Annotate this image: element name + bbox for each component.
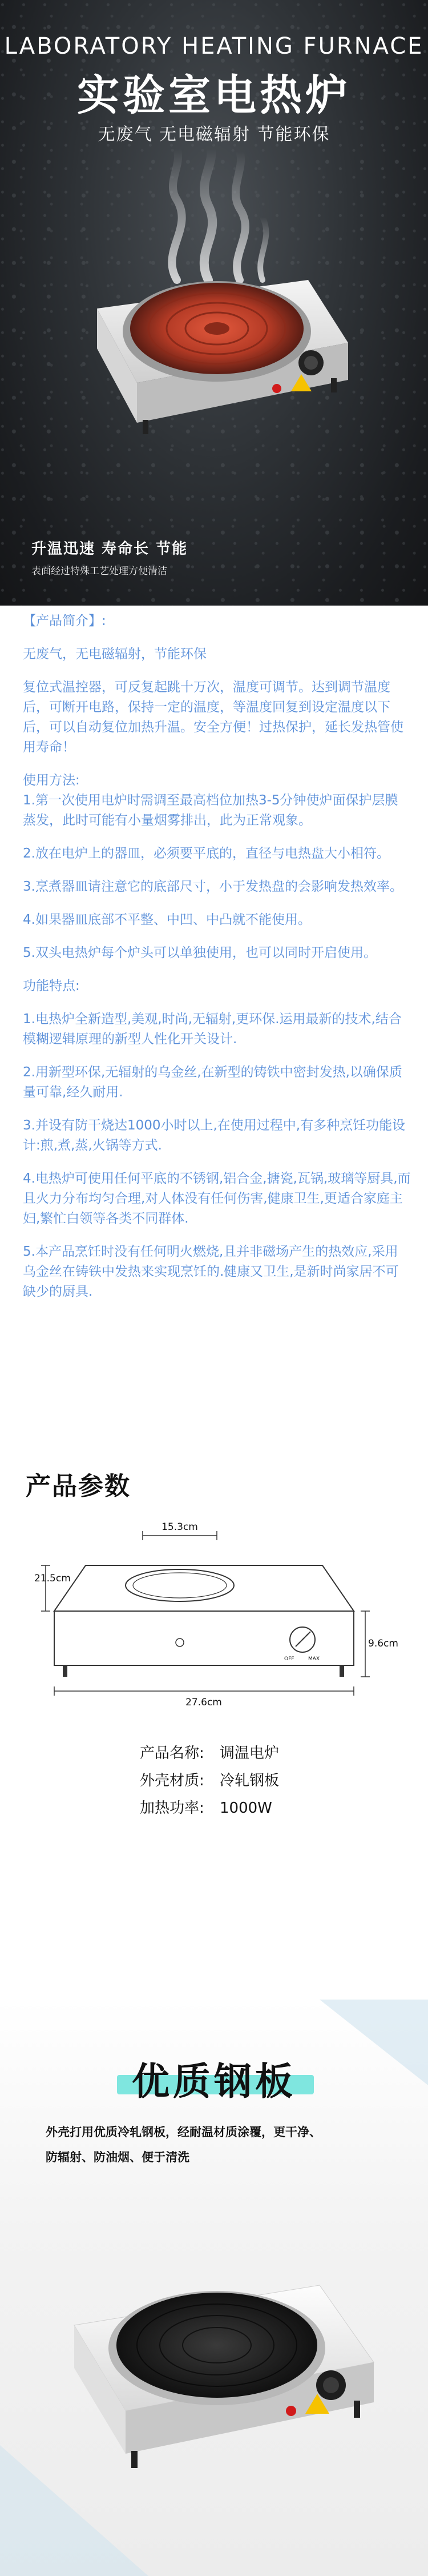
hero-feature-line: 无废气 无电磁辐射 节能环保 <box>98 125 330 145</box>
spec-value: 调温电炉 <box>220 1745 280 1762</box>
hero-banner <box>0 0 428 606</box>
spec-row <box>140 1794 279 1822</box>
feature-item: 1.电热炉全新造型,美观,时尚,无辐射,更环保.运用最新的技术,结合模糊逻辑原理的新型人性化开关设计. <box>23 1012 402 1047</box>
quality-desc-line: 防辐射、防油烟、便于清洗 <box>46 2150 189 2164</box>
feature-item: 3.并设有防干烧达1000小时以上,在使用过程中,有多种烹饪功能设计:煎,煮,蒸,火锅等方式. <box>23 1118 406 1153</box>
quality-title: 优质钢板 <box>132 2060 296 2104</box>
hero-subtitle-block <box>31 537 188 577</box>
product-intro <box>23 611 411 1315</box>
hot-plate-illustration <box>80 246 354 463</box>
quality-section <box>0 2000 428 2576</box>
hero-subtitle-minor: 表面经过特殊工艺处理方便清洁 <box>31 566 167 577</box>
intro-summary: 复位式温控器，可反复起跳十万次，温度可调节。达到调节温度后，可断开电路，保持一定的温度，等温度回复到设定温度以下后，可以自动复位加热升温。安全方便！过热保护，延长发热管使用寿命！ <box>23 680 403 755</box>
usage-item: 2.放在电炉上的器皿，必须要平底的，直径与电热盘大小相符。 <box>23 846 390 861</box>
spec-value: 1000W <box>220 1800 272 1817</box>
feature-item: 2.用新型环保,无辐射的乌金丝,在新型的铸铁中密封发热,以确保质量可靠,经久耐用. <box>23 1065 402 1100</box>
spec-row <box>140 1740 279 1767</box>
hot-plate-photo <box>63 2240 382 2502</box>
hero-chinese-title: 实验室电热炉 <box>77 71 351 120</box>
usage-item: 5.双头电热炉每个炉头可以单独使用，也可以同时开启使用。 <box>23 946 377 960</box>
intro-tagline: 无废气，无电磁辐射，节能环保 <box>23 647 207 662</box>
dim-bottom-label: 27.6cm <box>185 1697 222 1708</box>
features-heading: 功能特点: <box>23 979 80 993</box>
spec-list <box>140 1740 279 1822</box>
params-title: 产品参数 <box>26 1472 131 1501</box>
usage-item: 3.烹煮器皿请注意它的底部尺寸，小于发热盘的会影响发热效率。 <box>23 879 403 894</box>
knob-max-label: MAX <box>308 1656 320 1662</box>
spec-key: 加热功率: <box>140 1800 204 1817</box>
usage-item: 1.第一次使用电炉时需调至最高档位加热3-5分钟使炉面保护层膜蒸发，此时可能有小量烟雾排出，此为正常观象。 <box>23 793 398 828</box>
hero-english-title: LABORATORY HEATING FURNACE <box>4 33 424 59</box>
usage-heading: 使用方法: <box>23 773 80 788</box>
dim-right-label: 9.6cm <box>368 1638 398 1649</box>
spec-key: 外壳材质: <box>140 1772 204 1789</box>
quality-desc-line: 外壳打用优质冷轧钢板，经耐温材质涂覆，更干净、 <box>46 2125 321 2139</box>
spec-key: 产品名称: <box>140 1745 204 1762</box>
feature-item: 5.本产品烹饪时没有任何明火燃烧,且并非磁场产生的热效应,采用乌金丝在铸铁中发热来实现烹饪的.健康又卫生,是新时尚家居不可缺少的厨具. <box>23 1244 399 1299</box>
knob-off-label: OFF <box>284 1656 294 1662</box>
quality-description <box>46 2120 388 2170</box>
hero-subtitle-main: 升温迅速 寿命长 节能 <box>31 540 188 558</box>
dim-left-label: 21.5cm <box>34 1573 71 1584</box>
usage-item: 4.如果器皿底部不平整、中凹、中凸就不能使用。 <box>23 912 311 927</box>
dim-top-label: 15.3cm <box>161 1521 198 1533</box>
dimension-diagram <box>34 1520 398 1708</box>
spec-row <box>140 1767 279 1794</box>
intro-heading: 【产品简介】: <box>23 614 106 628</box>
spec-value: 冷轧钢板 <box>220 1772 280 1789</box>
feature-item: 4.电热炉可使用任何平底的不锈钢,铝合金,搪瓷,瓦锅,玻璃等厨具,而且火力分布均匀合理,对人体没有任何伤害,健康卫生,更适合家庭主妇,繁忙白领等各类不同群体. <box>23 1171 411 1226</box>
